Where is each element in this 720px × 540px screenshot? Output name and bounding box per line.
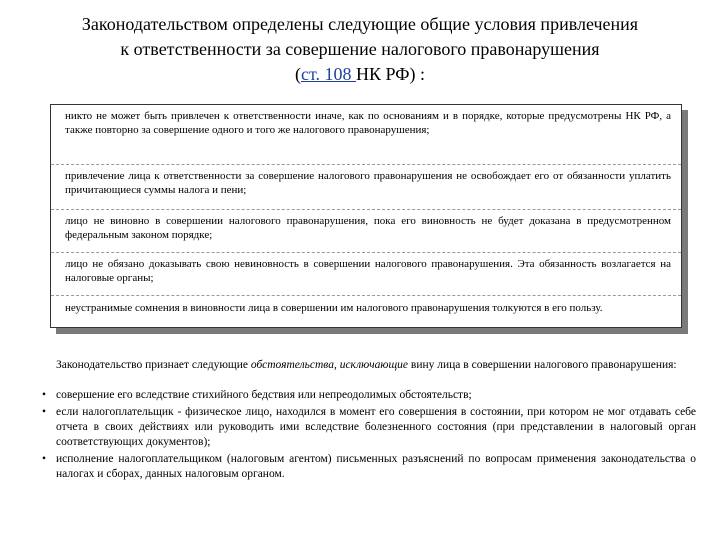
title-code-reference: НК РФ) : (356, 64, 425, 84)
title-line-1: Законодательством определены следующие общие условия привлечения (81, 14, 639, 34)
circumstances-intro (20, 358, 696, 373)
circumstance-item-1 (20, 388, 696, 403)
condition-divider (51, 164, 681, 165)
slide-title (20, 12, 700, 87)
condition-divider (51, 295, 681, 296)
condition-item-2: привлечение лица к ответственности за совершение налогового правонарушения не освобождает его от обязанности уплатить причитающиеся суммы налога и пени; (65, 170, 671, 196)
intro-text-italic: обстоятельства, исключающие (250, 359, 409, 371)
condition-item-4: лицо не обязано доказывать свою невиновность в совершении налогового правонарушения. Эта обязанность возлагается на налоговые органы; (65, 258, 671, 284)
bullet-icon: • (42, 389, 47, 401)
title-line-3 (20, 62, 700, 87)
intro-text-start: Законодательство признает следующие (56, 359, 251, 371)
condition-item-5: неустранимые сомнения в виновности лица в совершении им налогового правонарушения толкуются в его пользу. (65, 302, 603, 314)
bullet-icon: • (42, 406, 47, 418)
circumstance-item-3 (20, 452, 696, 482)
title-open-paren: ( (295, 64, 302, 84)
circumstance-text: если налогоплательщик - физическое лицо, находился в момент его совершения в состоянии, при котором не мог отдавать себе отчета в своих действиях или руководить ими вследствие болезненного состояния (при представлении в налоговый орган соответствующих документов); (56, 406, 696, 448)
article-108-link[interactable]: ст. 108 (301, 64, 357, 84)
bullet-icon: • (42, 453, 47, 465)
condition-item-3: лицо не виновно в совершении налогового правонарушения, пока его виновность не будет доказана в предусмотренном федеральным законом порядке; (65, 215, 671, 241)
condition-divider (51, 252, 681, 253)
conditions-box (50, 104, 682, 328)
title-line-2: к ответственности за совершение налогового правонарушения (120, 39, 600, 59)
condition-item-1: никто не может быть привлечен к ответственности иначе, как по основаниям и в порядке, которые предусмотрены НК РФ, а также повторно за совершение одного и того же налогового правонарушения; (65, 110, 671, 136)
circumstance-text: исполнение налогоплательщиком (налоговым агентом) письменных разъяснений по вопросам применения законодательства о налогах и сборах, данных налоговым органом. (56, 453, 696, 480)
condition-divider (51, 209, 681, 210)
intro-text-end: вину лица в совершении налогового правонарушения: (408, 359, 677, 371)
circumstance-text: совершение его вследствие стихийного бедствия или непреодолимых обстоятельств; (56, 389, 472, 401)
circumstance-item-2 (20, 405, 696, 450)
circumstances-list (20, 388, 696, 484)
